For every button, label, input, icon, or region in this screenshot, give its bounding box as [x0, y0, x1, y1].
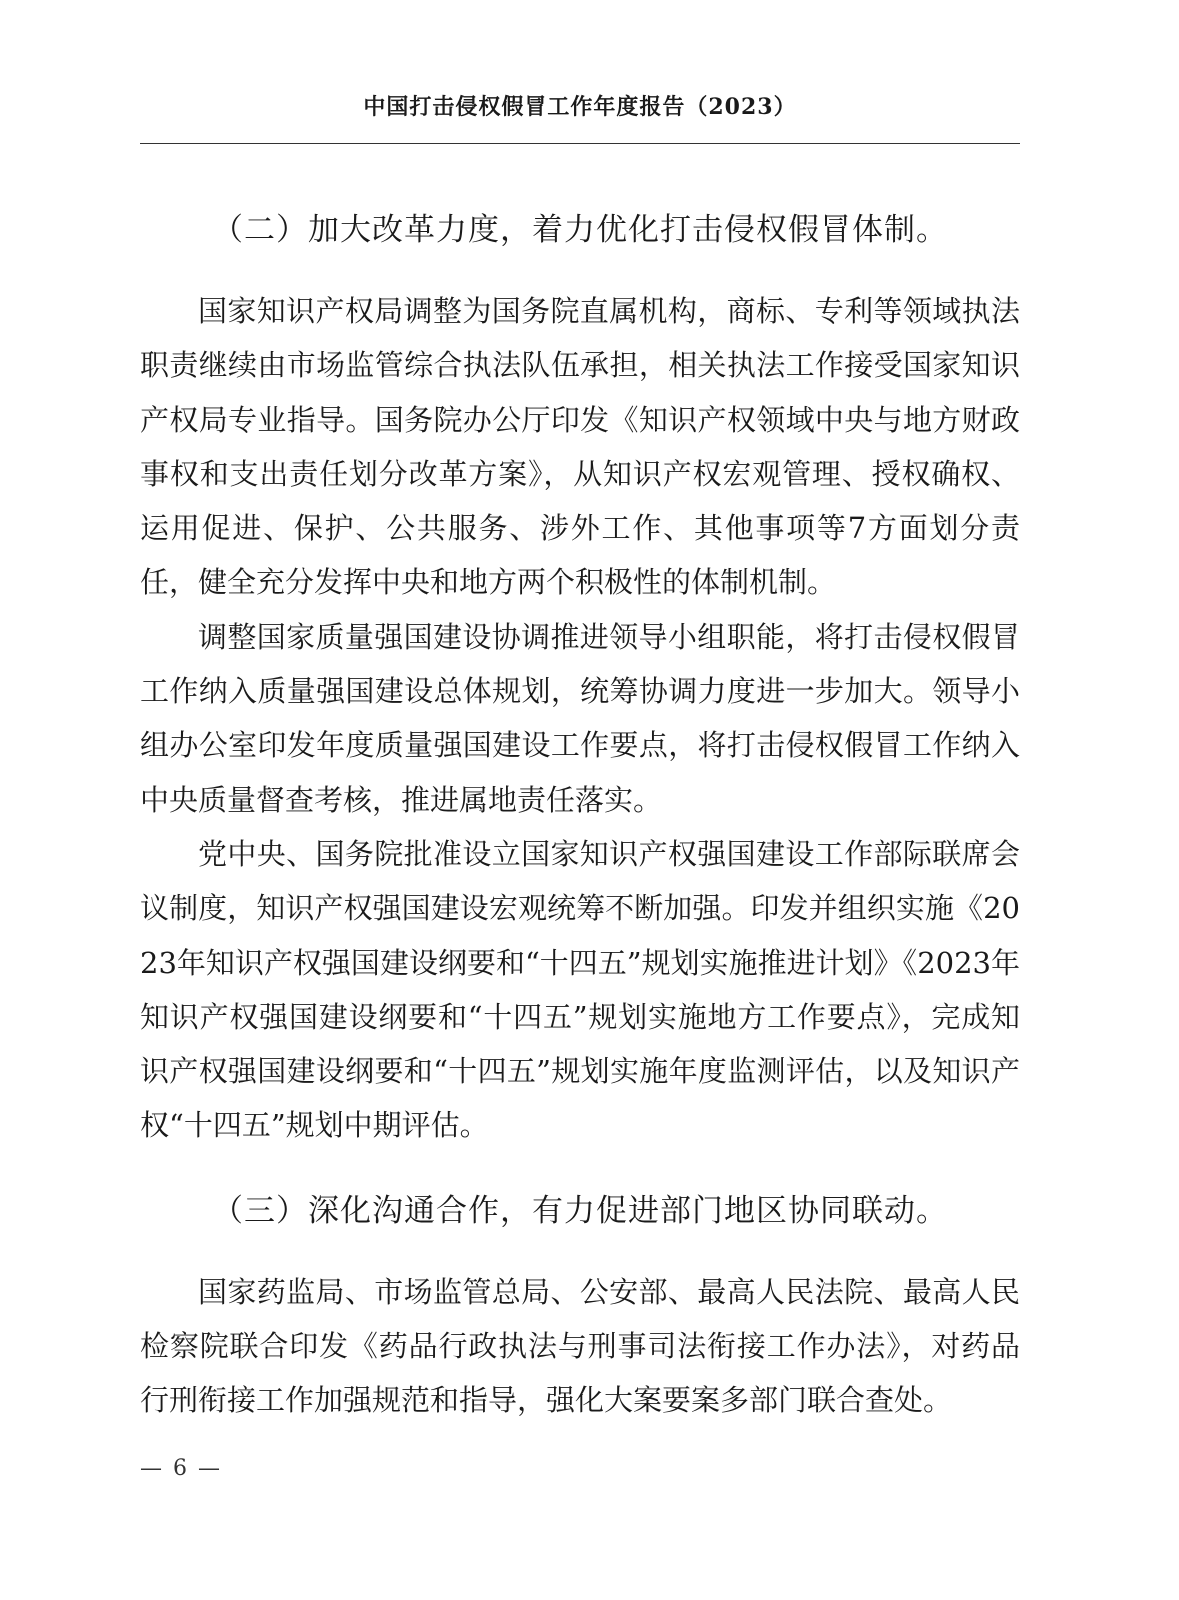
section-heading-2: （二）加大改革力度，着力优化打击侵权假冒体制。 [212, 212, 948, 248]
section-3-paragraph-1: 国家药监局、市场监管总局、公安部、最高人民法院、最高人民检察院联合印发《药品行政执法与刑事司法衔接工作办法》，对药品行刑衔接工作加强规范和指导，强化大案要案多部门联合查处。 [140, 1274, 1020, 1418]
page-header-title: 中国打击侵权假冒工作年度报告（2023） [363, 94, 797, 120]
section-2-paragraph-3: 党中央、国务院批准设立国家知识产权强国建设工作部际联席会议制度，知识产权强国建设宏观统筹不断加强。印发并组织实施《2023年知识产权强国建设纲要和“十四五”规划实施推进计划》《2023年知识产权强国建设纲要和“十四五”规划实施地方工作要点》，完成知识产权强国建设纲要和“十四五”规划实施年度监测评估，以及知识产权“十四五”规划中期评估。 [140, 836, 1020, 1143]
header-divider [140, 143, 1020, 144]
section-heading-3: （三）深化沟通合作，有力促进部门地区协同联动。 [212, 1192, 948, 1229]
page-number: — 6 — [140, 1456, 222, 1481]
section-2-paragraph-1: 国家知识产权局调整为国务院直属机构，商标、专利等领域执法职责继续由市场监管综合执法队伍承担，相关执法工作接受国家知识产权局专业指导。国务院办公厅印发《知识产权领域中央与地方财政事权和支出责任划分改革方案》，从知识产权宏观管理、授权确权、运用促进、保护、公共服务、涉外工作、其他事项等7方面划分责任，健全充分发挥中央和地方两个积极性的体制机制。 [140, 294, 1020, 600]
section-2-paragraph-2: 调整国家质量强国建设协调推进领导小组职能，将打击侵权假冒工作纳入质量强国建设总体规划，统筹协调力度进一步加大。领导小组办公室印发年度质量强国建设工作要点，将打击侵权假冒工作纳入中央质量督查考核，推进属地责任落实。 [140, 619, 1020, 817]
page-content [140, 190, 1020, 1428]
